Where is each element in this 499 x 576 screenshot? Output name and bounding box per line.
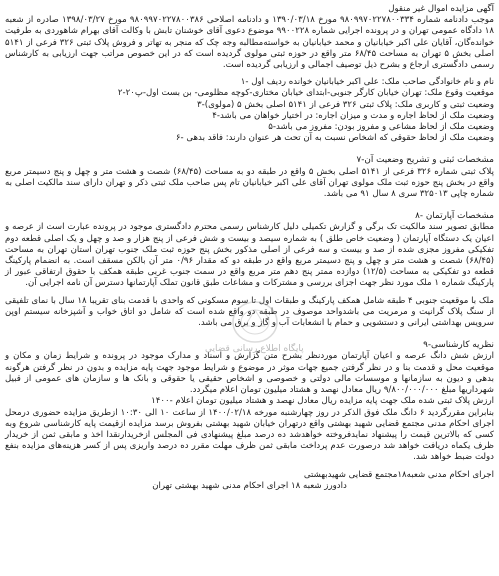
notice-title: آگهی مزایده اموال غیر منقول [388, 4, 494, 14]
fact-registration: وضعیت ثبتی و کاربری ملک: پلاک ثبتی ۳۲۶ فرعی از ۵۱۴۱ اصلی بخش ۵ (مولوی)-۳ [197, 99, 494, 110]
section-8-extra: ملک با موقعیت جنوبی ۴ طبقه شامل همکف پارکینگ و طبقات اول تا سوم مسکونی که واحدی با قدمت بنای تقریبا ۱۸ سال با نمای تلفیقی از سنگ پلاک گرانیت و مرمریت می باشدواحد موصوف در طبقه دو واقع شده است که شامل دو اتاق خواب و آشپزخانه سیستم اوپن سرویس بهداشتی ایرانی و دستشویی و حمام با انشعابات آب و گاز و برق می باشد. [5, 295, 494, 329]
watermark-text: پایگاه اطلاع رسانی قضایی [205, 344, 304, 354]
section-9-body: ارزش شش دانگ عرصه و اعیان آپارتمان موردنظر بشرح متن گزارش و اسناد و مدارک موجود در پرونده و شرایط زمان و مکان و موقعیت محل و قدمت بنا و در نظر گرفتن جمیع جهات موثر در موضوع و شرایط موجود جهت پایه مزایده و بدون در نظر گرفتن هرگونه بدهی و دیون به سازمانها و موسسات مالی دولتی و خصوصی و اشخاص حقیقی یا حقوقی و بانک ها و سازمان های عمومی از قبیل شهرداریها مبلغ ۹/۸۰۰/۰۰۰/۰۰۰ ریال معادل نهصد و هشتاد میلیون تومان اعلام میگردد. [5, 351, 494, 396]
section-8-body: مطابق تصویر سند مالکیت تک برگی و گزارش تکمیلی دلیل کارشناس رسمی محترم دادگستری موجود در پرونده عبارت است از عرصه و اعیان یک دستگاه آپارتمان ( وضعیت خاص طلق ) به شماره سیصد و بیست و شش فرعی از پنج هزار و صد و چهل و یک اصلی قطعه دوم تفکیکی مفروز مجزی شده از صد و بیست و سه فرعی از اصلی مذکور بخش پنج حوزه ثبت ملک جنوب تهران استان تهران به مساحت (۶۸/۴۵) شصت و هشت متر و چهل و پنج دسیمتر مربع واقع در طبقه دو که مقدار ۰/۹۶ متر آن بالکن مسقف است. به انضمام پارکینگ قطعه دو تفکیکی به مساحت (۱۲/۵) دوازده ممتر پنج دهم متر مربع واقع در سمت جنوب غربی طبقه همکف با حقوق ارتفاقی عبور از پارکینگ شماره ۱ ملک مورد نظر جهت اجزای بررسی و مشترکات و مشاعات طبق قانون تملک آپارتمانها دسترس آن نامه اجرایی آن. [5, 222, 495, 289]
intro-paragraph: موجب دادنامه شماره ۹۸۰۹۹۷۰۲۲۷۸۰۰۳۳۴ مورخ ۱۳۹۰/۰۳/۱۸ و دادنامه اصلاحی ۹۸۰۹۹۷۰۲۲۷۸۰۰۳۸۶ مورخ ۱۳۹۸/۰۳/۲۷ صادره از شعبه ۱۸ دادگاه عمومی تهران و در پرونده اجرایی شماره ۹۹۰۰۲۲۸ موضوع دعوی آقای خوشنان تابش با وکالت آقای بهرام شاهوردی به طرفیت خوانده‌گان، آقایان علی اکبر خیابانیان و محمد خیابانیان به خواسته‌مطالبه وجه چک که منجر به تهاتر و فروش پلاک ثبتی ۳۲۶ فرعی از ۵۱۴۱ اصلی بخش ۵ تهران به مساحت ۶۸/۴۵ متر واقع در حوزه ثبتی مولوی گردیده است که در این خصوص مراتب جهت ارزیابی به کارشناس رسمی دادگستری ارجاع و بشرح ذیل توصیف اجمالی و ارزیابی گردیده است. [5, 15, 495, 71]
section-9-final: بنابراین مقررگردید ۶ دانگ ملک فوق الذکر در روز چهارشنبه مورخه ۱۴۰۰/۰۲/۱۸ از ساعت ۱۰ الی ۱۰:۳۰ ازطریق مزایده حضوری درمحل اجرای احکام مدنی مجتمع قضایی شهید بهشتی واقع درتهران خیابان شهید بهشتی بفروش برسد مزایده ازقیمت پایه کارشناسی شروع وبه کسی که بالاترین قیمت را پیشنهاد نمایدفروخته خواهدشد ده درصد مبلغ پیشنهادی فی المجلس ازخریدارنقدا اخذ و مابقی ثمن از خریدار ظرف یکماه دریافت خواهد شد درصورت عدم پرداخت مابقی ثمن ظرف مهلت مقرر ده درصد واریزی پس از کسر هزینه‌های مزایده بنفع دولت ضبط خواهد شد. [5, 407, 494, 463]
section-9-heading: نظریه کارشناسی-۹ [423, 340, 494, 351]
section-9-note: ارزش پلاک ثبتی شده ملک جهت پایه مزایده ریال معادل نهصد و هشتاد میلیون تومان اعلام -۱۴۰۰ [151, 396, 494, 407]
section-7-body: پلاک ثبتی شماره ۳۲۶ فرعی از ۵۱۴۱ اصلی بخش ۵ واقع در طبقه دو به مساحت (۶۸/۴۵) شصت و هشت متر و چهل و پنج دسیمتر مربع واقع در بخش پنج حوزه ثبت ملک مولوی تهران آقای علی اکبر خیابانیان تام پس صاحب ملک ثبتی ذکر و تهران دارای سند مالکیت اصلی به شماره چاپی ۳۲۵۰۱۳ سری ۸ سال ۹۱ می باشد. [5, 166, 494, 200]
fact-ownership-share: وضعیت ملک از لحاظ مشاعی و مفروز بودن: مفروز می باشد-۵ [268, 122, 494, 133]
signature-office: اجرای احکام مدنی شعبه۱۸مجتمع قضایی شهیدبهشتی [303, 469, 494, 480]
fact-owner-name: نام و نام خانوادگی صاحب ملک: علی اکبر خیابانیان خوانده ردیف اول -۱ [240, 77, 494, 88]
signature-signer: دادورز شعبه ۱۸ اجرای احکام مدنی شهید بهشتی تهران [152, 480, 347, 491]
fact-rental-status: وضعیت ملک از لحاظ اجاره و مدت و میزان اجاره: در اختیار خواهان می باشد-۴ [212, 110, 494, 121]
auction-notice [5, 4, 494, 492]
fact-legal-rights: وضعیت ملک از لحاظ حقوقی که اشخاص نسبت به آن تحت هر عنوان دارند: فاقد بدهی -۶ [175, 133, 494, 144]
fact-location: موقعیت وقوع ملک: تهران خیابان کارگر جنوبی-ابتدای خیابان مختاری-کوچه مظلومی- بن بست اول-پ۲۰-۲ [117, 88, 494, 99]
section-7-heading: مشخصات ثبتی و تشریح وضعیت آن-۷ [356, 155, 494, 166]
section-8-heading: مشخصات آپارتمان -۸ [415, 211, 494, 222]
